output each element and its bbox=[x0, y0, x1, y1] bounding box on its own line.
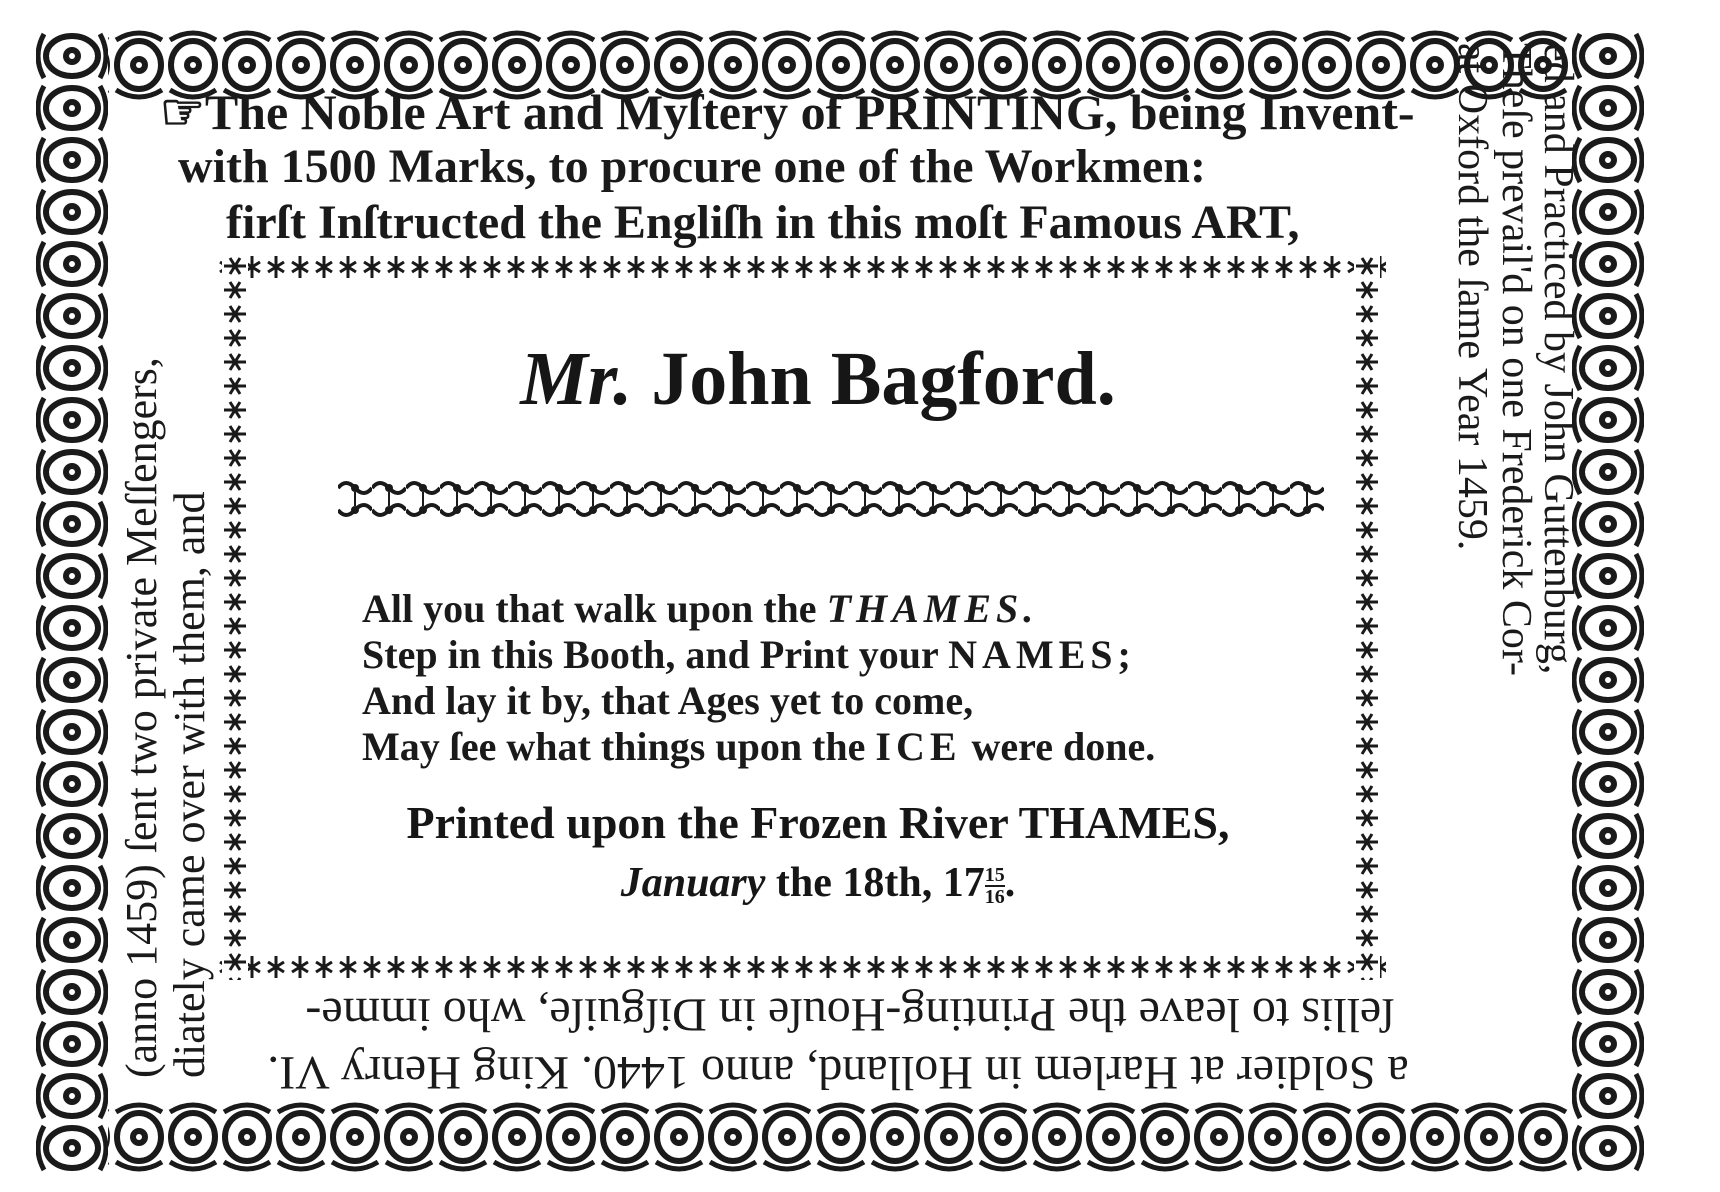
border-ornament-right bbox=[1572, 30, 1644, 1172]
bottom-text-line-2: ſellis to leave the Printing-Houſe in Diſguiſe, who imme- bbox=[305, 988, 1395, 1041]
card-name-prefix: Mr. bbox=[520, 337, 633, 421]
outer-border-right bbox=[1572, 30, 1644, 1172]
left-text-line-1: (anno 1459) ſent two private Meſſengers, bbox=[117, 357, 166, 1078]
border-ornament-bottom bbox=[58, 1102, 1640, 1172]
verse-line-3 bbox=[362, 678, 973, 724]
inner-frame-top bbox=[216, 254, 1386, 280]
inner-frame-bottom bbox=[216, 954, 1386, 980]
verse-line-2-end: ; bbox=[1117, 632, 1131, 677]
imprint-date bbox=[258, 858, 1378, 908]
verse-line-3-text: And lay it by, that Ages yet to come, bbox=[362, 678, 974, 723]
bottom-text-line-1: a Soldier at Harlem in Holland, anno 1440. King Henry VI. bbox=[267, 1046, 1409, 1099]
right-text-line-1: ed and Practiced by John Guttenburg, bbox=[1535, 43, 1581, 675]
inner-frame-left bbox=[222, 254, 248, 980]
verse-line-1 bbox=[362, 586, 1038, 632]
right-text-line-2: Theſe prevail'd on one Frederick Cor- bbox=[1493, 43, 1539, 676]
ornamental-rule-graphic bbox=[338, 474, 1324, 524]
ornamental-rule bbox=[338, 474, 1324, 524]
date-fraction-numerator: 15 bbox=[984, 864, 1005, 887]
top-text-line-3: firſt Inſtructed the Engliſh in this moſt Famous ART, bbox=[226, 196, 1300, 249]
verse-line-4-emphasis: ICE bbox=[875, 724, 962, 769]
outer-border-left bbox=[36, 30, 108, 1172]
border-ornament-left bbox=[36, 30, 108, 1172]
inner-frame-ornament-top bbox=[216, 254, 1386, 280]
top-text-line-2: with 1500 Marks, to procure one of the Workmen: bbox=[178, 140, 1206, 193]
top-text-line-1: ☞The Noble Art and Myſtery of PRINTING, being Invent- bbox=[160, 84, 1415, 140]
verse-line-4 bbox=[362, 724, 1155, 770]
verse-line-2 bbox=[362, 632, 1131, 678]
date-rest: the 18th, 17 bbox=[775, 860, 985, 906]
date-fraction bbox=[985, 865, 1005, 907]
date-month: January bbox=[620, 860, 766, 906]
date-end: . bbox=[1004, 860, 1016, 906]
inner-frame-ornament-bottom bbox=[216, 954, 1386, 980]
verse-line-4-text: May ſee what things upon the bbox=[362, 724, 876, 769]
card-name-text: John Bagford. bbox=[651, 337, 1116, 421]
inner-frame-ornament-left bbox=[222, 254, 248, 980]
verse-line-2-text: Step in this Booth, and Print your bbox=[362, 632, 949, 677]
card-name bbox=[258, 334, 1378, 424]
verse-line-4-end: were done. bbox=[961, 724, 1156, 769]
imprint-line: Printed upon the Frozen River THAMES, bbox=[406, 797, 1230, 848]
right-text-line-3: at Oxford the ſame Year 1459. bbox=[1449, 43, 1495, 551]
date-fraction-denominator: 16 bbox=[984, 886, 1005, 909]
left-text-line-2: diately came over with them, and bbox=[165, 491, 214, 1078]
verse-line-1-emphasis: THAMES. bbox=[826, 586, 1039, 631]
verse-line-1-text: All you that walk upon the bbox=[362, 586, 827, 631]
outer-border-bottom bbox=[58, 1102, 1640, 1172]
verse-line-2-emphasis: NAMES bbox=[948, 632, 1118, 677]
